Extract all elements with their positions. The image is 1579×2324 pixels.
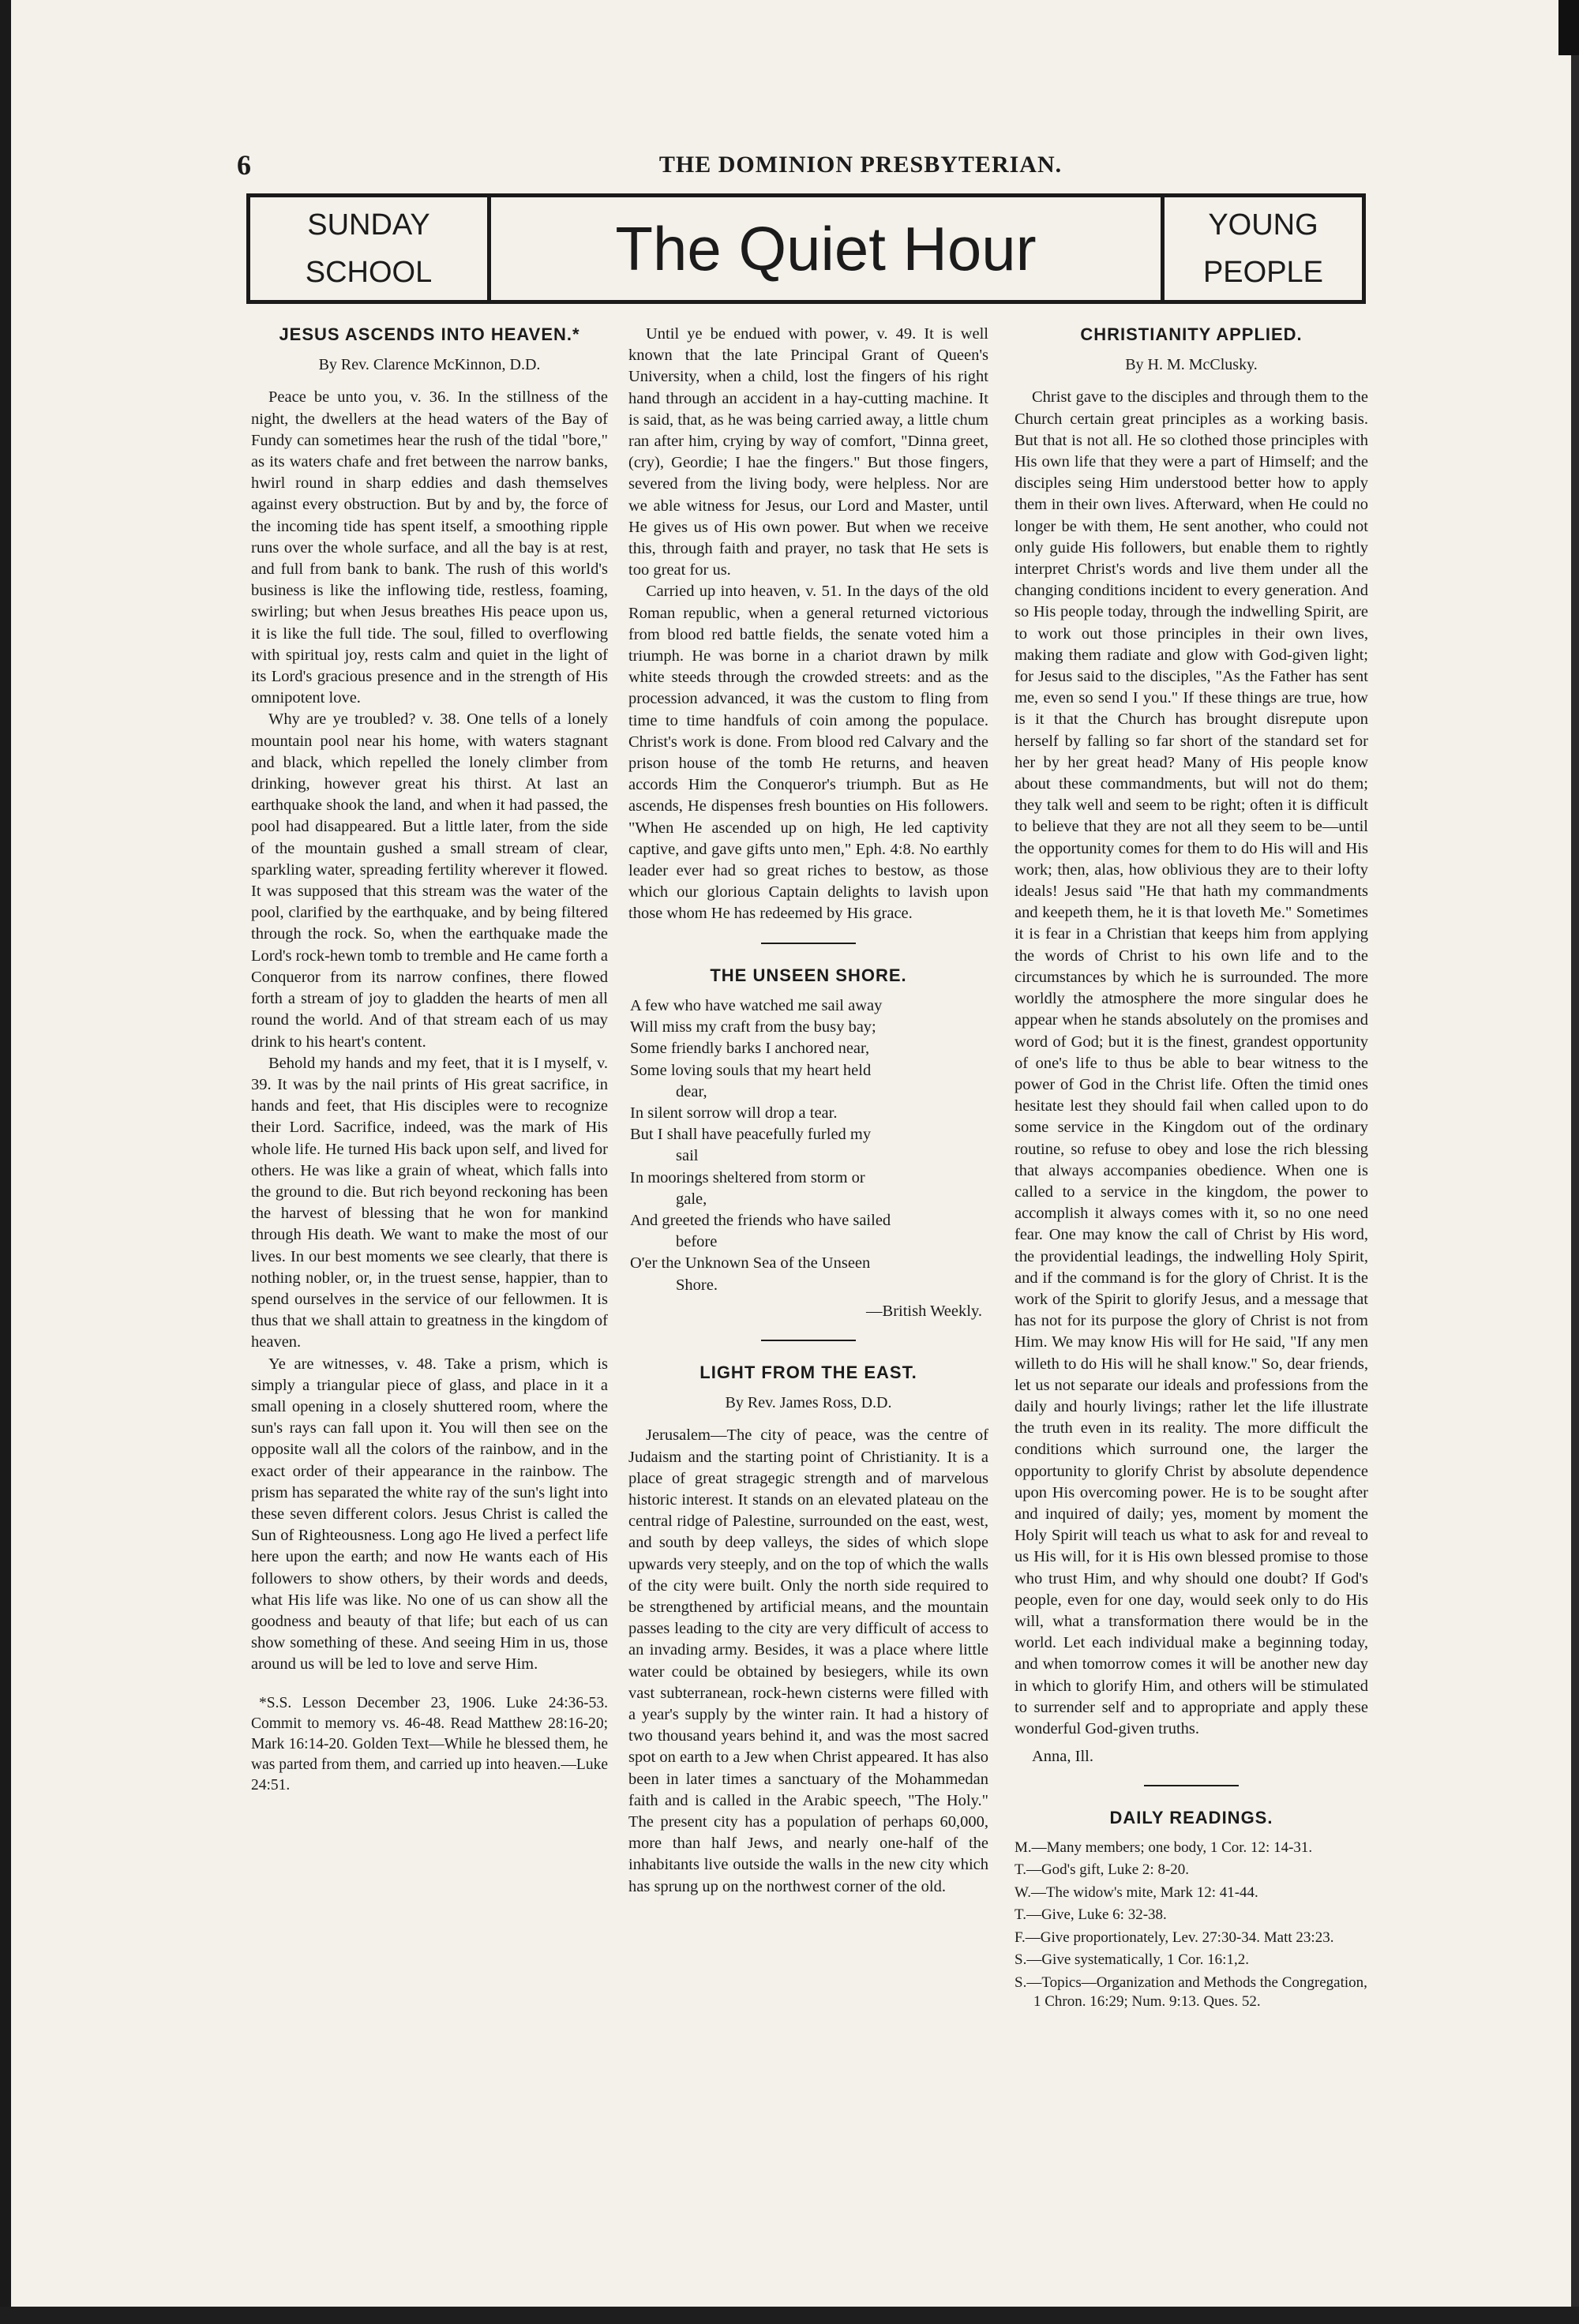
reading-item [1015, 1884, 1368, 1903]
page-number: 6 [237, 149, 251, 181]
banner-right-line2: PEOPLE [1202, 256, 1324, 289]
poem-line: dear, [676, 1082, 707, 1100]
column-3 [1015, 324, 1368, 2015]
section-divider [761, 943, 856, 944]
article2-paragraph: Jerusalem—The city of peace, was the centre of Judaism and the starting point of Christianity. It is a place of great stragegic strength and of marvelous historic interest. It stands on an elevated plateau on the central ridge of Palestine, surrounded on the east, west, and south by deep valleys, the sides of which slope upwards very steeply, and on the top of which the walls of the city were built. Only the north side required to be strengthened by artificial means, and the mountain passes leading to the city are very difficult of access to an invading army. Besides, it was a place where little water could be obtained by besiegers, while its own vast subterranean, rock-hewn cisterns were filled with a year's supply by the winter rain. It had a history of two thousand years behind it, and was the most sacred spot on earth to a Jew when Christ appeared. It has also been in later times a sanctuary of the Mohammedan faith and is called in the Arabic speech, "The Holy." The present city has a population of perhaps 60,000, more than half Jews, and nearly one-half of the inhabitants live outside the walls in the new city which has sprung up on the northwest corner of the old. [628, 1426, 988, 1895]
article3-signoff: Anna, Ill. [1032, 1748, 1093, 1766]
reading-text: —Give systematically, 1 Cor. 16:1,2. [1026, 1951, 1249, 1969]
article2-heading: LIGHT FROM THE EAST. [699, 1362, 917, 1382]
poem-line: Some loving souls that my heart held [630, 1061, 872, 1079]
poem-line: In silent sorrow will drop a tear. [630, 1104, 838, 1122]
poem-line: A few who have watched me sail away [630, 996, 883, 1014]
reading-item [1015, 1839, 1368, 1858]
reading-day: S. [1015, 1951, 1027, 1969]
poem-body [628, 995, 988, 1296]
article1-paragraph: Until ye be endued with power, v. 49. It is well known that the late Principal Grant of Queen's University, when a child, lost the fingers of his right hand through an accident in a hay-cutting machine. It is said, that, as he was being carried away, a little chum ran after him, crying by way of comfort, "Dinna greet, (cry), Geordie; I hae the fingers." But those fingers, severed from the living body, were helpless. Nor are we able witness for Jesus, our Lord and Master, until He gives us of His own power. But when we receive this, through faith and prayer, no task that He sets is too great for us. [628, 325, 988, 579]
poem-line: O'er the Unknown Sea of the Unseen [630, 1254, 871, 1273]
poem-line: But I shall have peacefully furled my [630, 1126, 872, 1144]
reading-text: —God's gift, Luke 2: 8-20. [1026, 1861, 1190, 1879]
reading-item [1015, 1929, 1368, 1948]
reading-text: —Give proportionately, Lev. 27:30-34. Matt 23:23. [1025, 1929, 1334, 1946]
section-divider [761, 1340, 856, 1341]
footnote-text: *S.S. Lesson December 23, 1906. Luke 24:36-53. Commit to memory vs. 46-48. Read Matthew 28:16-20; Mark 16:14-20. Golden Text—While he blessed them, he was parted from them, and carried up into heaven.—Luke 24:51. [251, 1694, 608, 1794]
poem-line: sail [676, 1147, 699, 1165]
poem-line: gale, [676, 1190, 707, 1208]
reading-item [1015, 1906, 1368, 1925]
article1-paragraph: Behold my hands and my feet, that it is I myself, v. 39. It was by the nail prints of His great sacrifice, in hands and feet, that His disciples were to recognize their Lord. Sacrifice, indeed, was the mark of His whole life. He turned His back upon self, and lived for others. He was like a grain of wheat, which falls into the ground to die. But rich beyond reckoning has been the harvest of blessing that he won for mankind through His death. We want to make the most of our lives. In our best moments we see clearly, that there is nothing nobler, or, in the truest sense, happier, than to spend ourselves in the service of our fellowmen. It is thus that we shall attain to greatness in the kingdom of heaven. [251, 1054, 608, 1351]
article1-paragraph: Peace be unto you, v. 36. In the stillness of the night, the dwellers at the head waters of the Bay of Fundy can sometimes hear the rush of the tidal "bore," as its waters chafe and fret between the narrow banks, hwirl round in sharp eddies and dash themselves against every obstruction. But by and by, the force of the incoming tide has spent itself, a smoothing ripple runs over the whole surface, and all the bay is at rest, and full from bank to bank. The rush of this world's business is like the inflowing tide, restless, foaming, swirling; but when Jesus breathes His peace upon us, it is like the full tide. The soul, filled to overflowing with spiritual joy, rests calm and quiet in the light of its Lord's gracious presence and in the strength of His omnipotent love. [251, 388, 608, 707]
article1-paragraph: Ye are witnesses, v. 48. Take a prism, which is simply a triangular piece of glass, and place in it a small opening in a closely shuttered room, where the sun's rays can fall upon it. You will then see on the opposite wall all the colors of the rainbow, and in the exact order of their appearance in the rainbow. The prism has separated the white ray of the sun's light into these seven different colors. Jesus Christ is called the Sun of Righteousness. Long ago He lived a perfect life here upon the earth; and now He wants each of His followers to show others, by their words and deeds, what His life was like. No one of us can show all the goodness and beauty of that life; but each of us can show something of these. And seeing Him in us, those around us will be led to love and serve Him. [251, 1355, 608, 1674]
daily-readings-list [1015, 1839, 1368, 2012]
running-head: THE DOMINION PRESBYTERIAN. [658, 152, 1063, 178]
banner-right-line1: YOUNG [1208, 208, 1318, 242]
scan-edge-left [0, 0, 11, 2324]
scan-edge-right [1571, 0, 1579, 2324]
scan-corner-mark [1558, 0, 1579, 55]
banner-left-line1: SUNDAY [307, 208, 430, 242]
banner-right-box [1161, 197, 1362, 300]
reading-item [1015, 1861, 1368, 1880]
poem-line: before [676, 1233, 718, 1251]
reading-day: M. [1015, 1839, 1032, 1856]
reading-day: F. [1015, 1929, 1026, 1946]
reading-day: S. [1015, 1974, 1027, 1991]
reading-text: —Topics—Organization and Methods the Congregation, 1 Chron. 16:29; Num. 9:13. Ques. 52. [1026, 1974, 1367, 2011]
reading-day: T. [1015, 1861, 1026, 1879]
reading-item [1015, 1974, 1368, 2012]
article1-paragraph: Why are ye troubled? v. 38. One tells of a lonely mountain pool near his home, with waters stagnant and black, which repelled the lonely climber from drinking, however great his thirst. At last an earthquake shook the land, and when it had passed, the pool had disappeared. But a little later, from the side of the mountain gushed a small stream of clear, sparkling water, spreading fertility wherever it flowed. It was supposed that this stream was the water of the pool, clarified by the earthquake, and by being filtered through the rock. So, when the earthquake made the Lord's rock-hewn tomb to tremble and He came forth a Conqueror from its narrow confines, there flowed forth a stream of joy to gladden the hearts of men all round the world. And of that stream each of us may drink to his heart's content. [251, 710, 608, 1051]
section-banner [246, 193, 1366, 304]
section-divider [1144, 1785, 1239, 1786]
reading-text: —The widow's mite, Mark 12: 41-44. [1030, 1884, 1258, 1901]
article1-byline: By Rev. Clarence McKinnon, D.D. [318, 356, 541, 374]
reading-text: —Many members; one body, 1 Cor. 12: 14-31. [1031, 1839, 1313, 1856]
poem-line: Some friendly barks I anchored near, [630, 1040, 870, 1058]
banner-left-box [250, 197, 491, 300]
scan-edge-bottom [0, 2307, 1579, 2324]
article3-byline: By H. M. McClusky. [1125, 356, 1258, 374]
article1-heading: JESUS ASCENDS INTO HEAVEN.* [279, 324, 580, 344]
lesson-footnote [251, 1693, 608, 1796]
poem-line: Will miss my craft from the busy bay; [630, 1018, 876, 1036]
poem-line: Shore. [676, 1276, 718, 1294]
article2-byline: By Rev. James Ross, D.D. [725, 1394, 892, 1412]
reading-item [1015, 1951, 1368, 1970]
poem-heading: THE UNSEEN SHORE. [710, 965, 907, 985]
column-2 [628, 324, 988, 1898]
banner-left-line2: SCHOOL [305, 256, 433, 289]
reading-text: —Give, Luke 6: 32-38. [1026, 1906, 1167, 1924]
banner-title: The Quiet Hour [615, 213, 1037, 283]
reading-day: W. [1015, 1884, 1031, 1901]
article3-heading: CHRISTIANITY APPLIED. [1080, 324, 1303, 344]
poem-line: And greeted the friends who have sailed [630, 1211, 891, 1229]
column-1 [251, 324, 608, 1796]
reading-day: T. [1015, 1906, 1026, 1924]
article3-paragraph: Christ gave to the disciples and through them to the Church certain great principles as a working basis. But that is not all. He so clothed those principles with His own life that they were a part of Himself; and the disciples seing Him understood better how to apply them in their own lives. Afterward, when He could no longer be with them, He sent another, who could not only guide His followers, but enable them to rightly interpret Christ's words and live them under all the changing conditions incident to every generation. And so His people today, through the indwelling Spirit, are to work out those principles in their own lives, making them radiate and glow with God-given light; for Jesus said to the disciples, "As the Father has sent me, even so send I you." If these things are true, how is it that the Church has brought disrepute upon herself by falling so far short of the standard set for her by her great head? Many of His people know about these commandments, but will not do them; they talk well and seem to be right; often it is difficult to believe that they are not all they seem to be—until the opportunity comes for them to do His will and His work; then, alas, how oblivious they are to their lofty ideals! Jesus said "He that hath my commandments and keepeth them, he it is that loveth Me." Sometimes it is fear in a Christian that keeps him from applying the words of Christ to his own life and to the circumstances by which he is surrounded. The more worldly the atmosphere the more singular does he appear when he stands absolutely on the promises and word of God; but it is the finest, grandest opportunity of one's life to thus be able to bear witness to the power of God in the Christ life. Often the timid ones hesitate lest they should fail when called upon to do some service in the Kingdom out of the ordinary routine, so refuse to obey and lose the rich blessing that always accompanies obedience. When one is called to a service in the kingdom, the power to accomplish it always comes with it, so no one need fear. One may know the call of Christ by His word, the providential leadings, the indwelling Holy Spirit, and if the command is for the glory of Christ. It is the work of the Spirit to glorify Jesus, and a message that has not for its purpose the glory of Christ is not from Him. We may know His will for He said, "If any men willeth to do His will he shall know." So, dear friends, let us not separate our ideals and professions from the daily and hourly livings; rather let the life illustrate the truth even in its reality. The more difficult the conditions which surround one, the larger the opportunity to glorify Christ by absolute dependence upon His overcoming power. He is to be sought after and inquired of daily; yes, moment by moment the Holy Spirit will teach us what to ask for and reveal to us His will, for it is His own blessed promise to those who trust Him, and why should one doubt? If God's people, even for one day, would seek only to do His will, what a transformation there would be in the world. Let each individual make a beginning today, and when tomorrow comes it will be another new day in which to glorify Him, and others will be stimulated to surrender self and to appropriate and apply these wonderful God-given truths. [1015, 388, 1368, 1737]
readings-heading: DAILY READINGS. [1109, 1808, 1273, 1828]
article1-paragraph: Carried up into heaven, v. 51. In the days of the old Roman republic, when a general returned victorious from blood red battle fields, the senate voted him a triumph. He was borne in a chariot drawn by milk white steeds through the crowded streets: and as the procession advanced, it was the custom to fling from time to time handfuls of coin among the populace. Christ's work is done. From blood red Calvary and the prison house of the tomb He returns, and heaven accords Him the Conqueror's triumph. But as He ascends, He dispenses fresh bounties on His followers. "When He ascended up on high, He led captivity captive, and gave gifts unto men," Eph. 4:8. No earthly leader ever had so great riches to bestow, as those which our glorious Captain delights to lavish upon those whom He has redeemed by His grace. [628, 583, 988, 923]
poem-attribution: —British Weekly. [866, 1302, 982, 1320]
poem-line: In moorings sheltered from storm or [630, 1168, 865, 1186]
